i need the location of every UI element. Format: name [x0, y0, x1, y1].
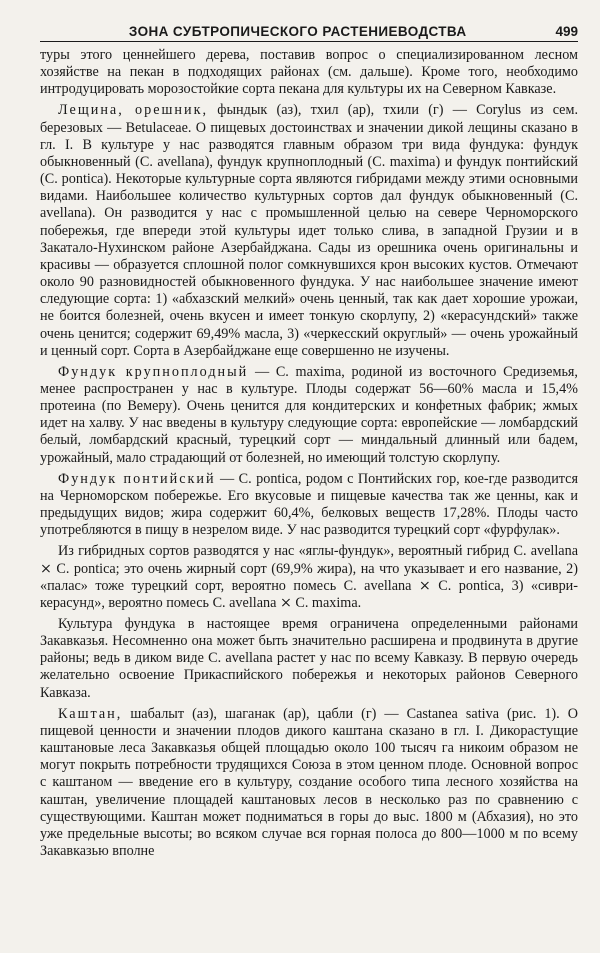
paragraph — [40, 471, 578, 540]
spaced-term: Лещина, орешник, — [58, 102, 209, 119]
paragraph — [40, 364, 578, 467]
paragraph — [40, 543, 578, 612]
page-number: 499 — [555, 24, 578, 39]
spaced-term: Фундук крупноплодный — [58, 363, 249, 380]
text-run: Из гибридных сортов разводятся у нас «яглы-фундук», вероятный гибрид C. avellana ⨯ C. pontica; это очень жирный сорт (69,9% жира), на что указывает и его название, 2) «палас» тоже турецкий сорт, вероятно помесь C. avellana ⨯ C. pontica, 3) «сиври-керасунд», вероятно помесь C. avellana ⨯ C. maxima. — [40, 543, 578, 611]
text-run: фындык (аз), тхил (ар), тхили (г) — Corylus из сем. березовых — Betulaceae. О пищевых достоинствах и значении дикой лещины сказано в гл. I. В культуре у нас разводятся главным образом три вида фундука: фундук обыкновенный (C. avellana), фундук крупноплодный (C. maxima) и фундук понтийский (C. pontica). Некоторые культурные сорта являются гибридами между этими основными видами. Наибольшее количество культурных сортов дал фундук обыкновенный (C. avellana). Он разводится у нас с промышленной целью на севере Черноморского побережья, где впереди этой культуры идет только слива, в западной Грузии и в Закатало-Нухинском районе Азербайджана. Сады из орешника очень оригинальны и красивы — образуется сплошной полог сомкнувшихся крон высоких кустов. Отмечают около 90 разновидностей обыкновенного фундука. У нас наибольшее значение имеют следующие сорта: 1) «абхазский мелкий» очень ценный, так как дает хорошие урожаи, не боится болезней, очень вкусен и имеет тонкую скорлупу, 2) «керасундский» также очень ценится; содержит 69,49% масла, 3) «черкесский округлый» — очень урожайный и ценный сорт. Сорта в Азербайджане еще совершенно не изучены. — [40, 102, 578, 359]
body-text — [40, 47, 578, 860]
paragraph — [40, 706, 578, 860]
spaced-term: Фундук понтийский — [58, 470, 216, 487]
text-run: — C. pontica, родом с Понтийских гор, кое-где разводится на Черноморском побережье. Его вкусовые и пищевые качества так же ценны, как и предыдущих видов; жира содержит 60,4%, белковых веществ 17,28%. Плоды часто употребляются в пищу в незрелом виде. У нас разводится турецкий сорт «фурфулак». — [40, 470, 578, 539]
paragraph — [40, 616, 578, 702]
running-title: ЗОНА СУБТРОПИЧЕСКОГО РАСТЕНИЕВОДСТВА — [128, 24, 467, 39]
text-run: — C. maxima, родиной из восточного Средиземья, менее распространен у нас в культуре. Плоды содержат 56—60% масла и 15,4% протеина (по Вемеру). Очень ценится для кондитерских и конфетных фабрик; жмых идет на халву. У нас введены в культуру следующие сорта: европейские — ломбардский белый, ломбардский красный, турецкий сорт — миндальный длинный или бадем, урожайный, мало страдающий от болезней, но имеющий толстую скорлупу. — [40, 363, 578, 466]
text-run: шабалыт (аз), шаганак (ар), цабли (г) — Castanea sativa (рис. 1). О пищевой ценности и значении плодов дикого каштана сказано в гл. I. Дикорастущие каштановые леса Закавказья общей площадью около 100 тысяч га никоим образом не могут покрыть потребности трудящихся Союза в этом ценном плоде. Основной вопрос с каштаном — введение его в культуру, создание особого типа лесного хозяйства на каштан, увеличение площадей каштановых лесов в несколько раз по сравнению с существующими. Каштан может подниматься в горы до выс. 1800 м (Абхазия), но это уже предельные высоты; во всяком случае вся горная полоса до 800—1000 м по всему Закавказью вполне — [40, 705, 578, 860]
text-run: туры этого ценнейшего дерева, поставив вопрос о специализированном лесном хозяйстве на пекан в подходящих районах (см. дальше). Кроме того, необходимо интродуцировать морозостойкие сорта пекана для культуры их на Северном Кавказе. — [40, 47, 578, 98]
text-run: Культура фундука в настоящее время ограничена определенными районами Закавказья. Несомненно она может быть значительно расширена и продвинута в другие районы; ведь в диком виде C. avellana растет у нас по всему Кавказу. В первую очередь желательно освоение Прикаспийского побережья и некоторых районов Северного Кавказа. — [40, 616, 578, 701]
page-header — [40, 24, 578, 42]
spaced-term: Каштан, — [58, 705, 123, 722]
paragraph — [40, 47, 578, 98]
paragraph — [40, 102, 578, 359]
